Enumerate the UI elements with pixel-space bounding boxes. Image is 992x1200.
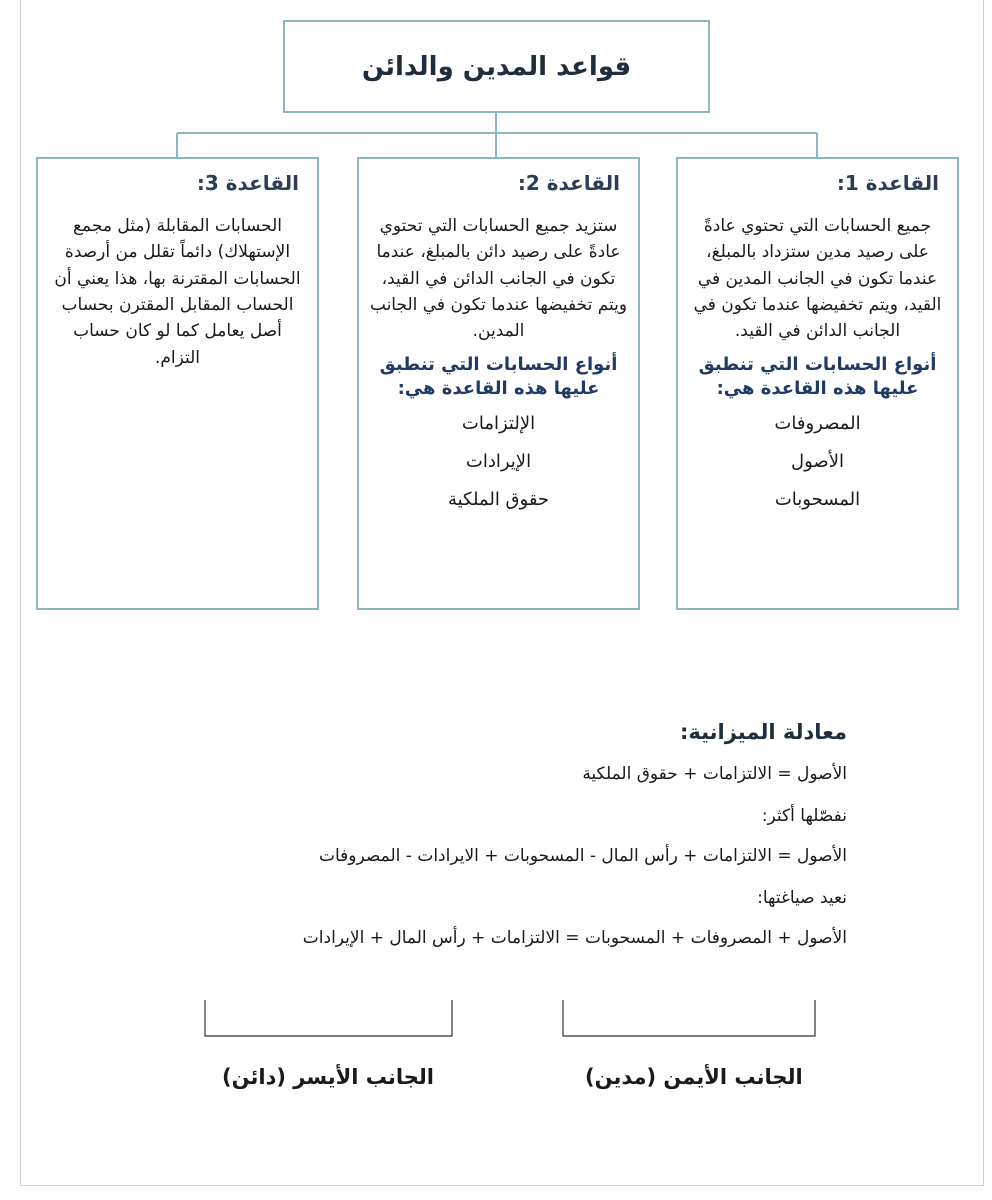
right-side-bracket [563, 1000, 815, 1036]
equation-section [87, 720, 847, 970]
equation-line-1: الأصول = الالتزامات + حقوق الملكية [582, 764, 847, 784]
rule-box-3 [36, 157, 319, 610]
equation-title: معادلة الميزانية: [679, 720, 847, 744]
rule-text: الحسابات المقابلة (مثل مجمع الإستهلاك) دائماً تقلل من أرصدة الحسابات المقترنة بها، هذا يعني أن الحساب المقابل المقترن بحساب أصل يعامل كما لو كان حساب التزام. [54, 216, 301, 368]
rule-types-list [688, 405, 947, 518]
equation-line-2: الأصول = الالتزامات + رأس المال - المسحوبات + الايرادات - المصروفات [319, 846, 847, 866]
rule-title: القاعدة 2: [517, 171, 620, 195]
right-side-label: الجانب الأيمن (مدين) [585, 1065, 803, 1089]
rule-types-heading: أنواع الحسابات التي تنطبق عليها هذه القاعدة هي: [379, 353, 618, 400]
rule-text: ستزيد جميع الحسابات التي تحتوي عادةً على رصيد دائن بالمبلغ، عندما تكون في الجانب الدائن في القيد، ويتم تخفيضها عندما تكون في الجانب المدين. [369, 216, 628, 342]
equation-label-2: نفصّلها أكثر: [761, 806, 847, 826]
left-side-label: الجانب الأيسر (دائن) [222, 1065, 434, 1089]
list-item: المصروفات [774, 413, 861, 435]
list-item: الإيرادات [465, 451, 532, 473]
rule-box-1 [676, 157, 959, 610]
rule-title: القاعدة 1: [836, 171, 939, 195]
rule-text: جميع الحسابات التي تحتوي عادةً على رصيد مدين ستزداد بالمبلغ، عندما تكون في الجانب المدين في القيد، ويتم تخفيضها عندما تكون في الجانب الدائن في القيد. [693, 216, 942, 342]
left-side-bracket [205, 1000, 452, 1036]
list-item: الأصول [791, 451, 844, 473]
rule-types-list [369, 405, 628, 518]
rule-box-2 [357, 157, 640, 610]
equation-label-3: نعيد صياغتها: [757, 888, 847, 908]
list-item: حقوق الملكية [447, 488, 550, 510]
page-title: قواعد المدين والدائن [283, 20, 710, 113]
equation-line-3: الأصول + المصروفات + المسحوبات = الالتزامات + رأس المال + الإيرادات [302, 928, 847, 948]
rule-types-heading: أنواع الحسابات التي تنطبق عليها هذه القاعدة هي: [698, 353, 937, 400]
rule-title: القاعدة 3: [196, 171, 299, 195]
list-item: الإلتزامات [461, 413, 536, 435]
list-item: المسحوبات [774, 488, 861, 510]
